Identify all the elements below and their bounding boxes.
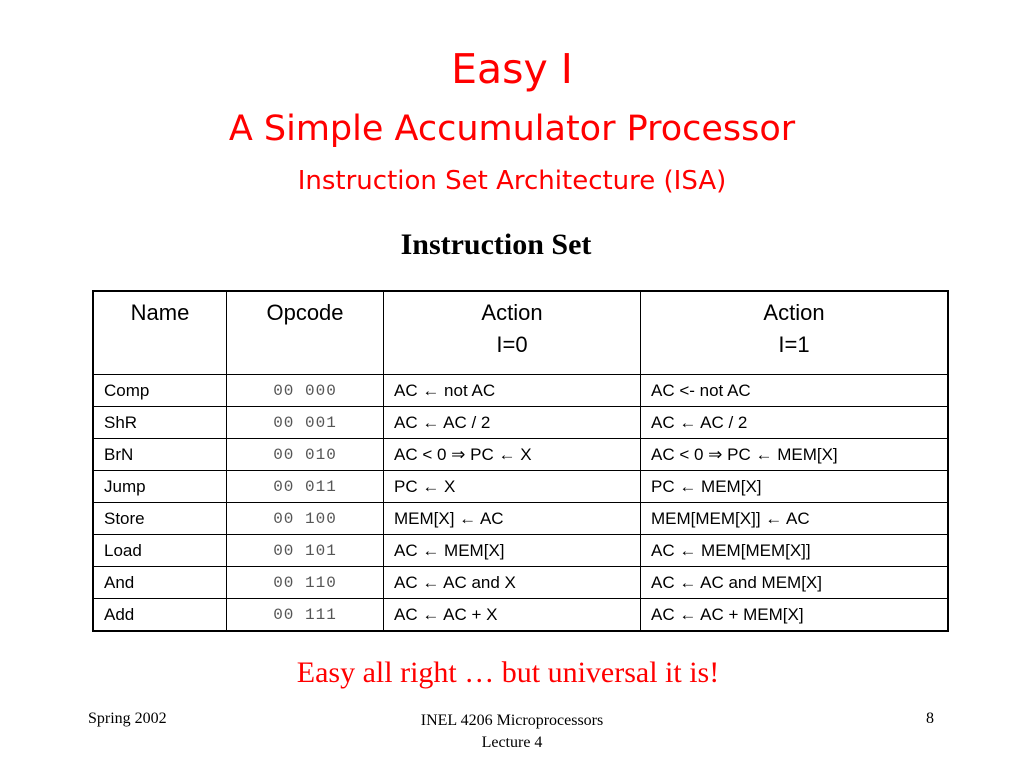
row-action-i1: AC < 0 ⇒ PC ← MEM[X]	[641, 439, 949, 471]
header-opcode-label: Opcode	[266, 300, 344, 325]
row-action-i0: AC ← AC + X	[384, 599, 641, 632]
row-name: Store	[93, 503, 227, 535]
row-action-i1: MEM[MEM[X]] ← AC	[641, 503, 949, 535]
table-row	[93, 439, 948, 471]
slide-subsubtitle: Instruction Set Architecture (ISA)	[297, 166, 727, 196]
row-opcode: 00 101	[227, 535, 384, 567]
header-action-i0	[384, 291, 641, 375]
table-row	[93, 471, 948, 503]
footer-lecture: Lecture 4	[481, 734, 543, 751]
row-name: Jump	[93, 471, 227, 503]
header-action-i1	[641, 291, 949, 375]
row-opcode: 00 010	[227, 439, 384, 471]
footer-left: Spring 2002	[88, 710, 167, 727]
row-action-i1: PC ← MEM[X]	[641, 471, 949, 503]
row-name: Load	[93, 535, 227, 567]
table-row	[93, 407, 948, 439]
table-row	[93, 503, 948, 535]
row-opcode: 00 001	[227, 407, 384, 439]
row-action-i1: AC ← AC + MEM[X]	[641, 599, 949, 632]
row-action-i0: PC ← X	[384, 471, 641, 503]
header-action-i0-sub: I=0	[496, 332, 528, 357]
row-opcode: 00 111	[227, 599, 384, 632]
table-row	[93, 375, 948, 407]
row-opcode: 00 110	[227, 567, 384, 599]
page-number: 8	[926, 710, 934, 727]
row-action-i0: AC < 0 ⇒ PC ← X	[384, 439, 641, 471]
row-action-i1: AC ← AC / 2	[641, 407, 949, 439]
row-opcode: 00 100	[227, 503, 384, 535]
header-name	[93, 291, 227, 375]
row-action-i0: AC ← AC and X	[384, 567, 641, 599]
header-name-label: Name	[130, 300, 190, 325]
footer-center	[312, 710, 712, 754]
row-action-i1: AC ← AC and MEM[X]	[641, 567, 949, 599]
row-action-i0: AC ← MEM[X]	[384, 535, 641, 567]
section-heading: Instruction Set	[400, 228, 592, 261]
table-row	[93, 567, 948, 599]
header-action-i1-label: Action	[763, 300, 825, 325]
row-action-i1: AC ← MEM[MEM[X]]	[641, 535, 949, 567]
row-opcode: 00 011	[227, 471, 384, 503]
row-action-i0: AC ← not AC	[384, 375, 641, 407]
header-opcode	[227, 291, 384, 375]
instruction-set-table	[92, 290, 949, 632]
row-name: BrN	[93, 439, 227, 471]
row-name: And	[93, 567, 227, 599]
slide-subtitle: A Simple Accumulator Processor	[228, 109, 796, 149]
slide-title: Easy I	[451, 45, 573, 93]
table-row	[93, 599, 948, 632]
row-name: ShR	[93, 407, 227, 439]
row-action-i0: AC ← AC / 2	[384, 407, 641, 439]
row-opcode: 00 000	[227, 375, 384, 407]
row-name: Add	[93, 599, 227, 632]
table-header-row	[93, 291, 948, 375]
row-action-i1: AC <- not AC	[641, 375, 949, 407]
header-action-i1-sub: I=1	[778, 332, 810, 357]
footer-course: INEL 4206 Microprocessors	[420, 712, 604, 729]
row-name: Comp	[93, 375, 227, 407]
table-row	[93, 535, 948, 567]
slide-note: Easy all right … but universal it is!	[296, 656, 720, 689]
header-action-i0-label: Action	[481, 300, 543, 325]
row-action-i0: MEM[X] ← AC	[384, 503, 641, 535]
